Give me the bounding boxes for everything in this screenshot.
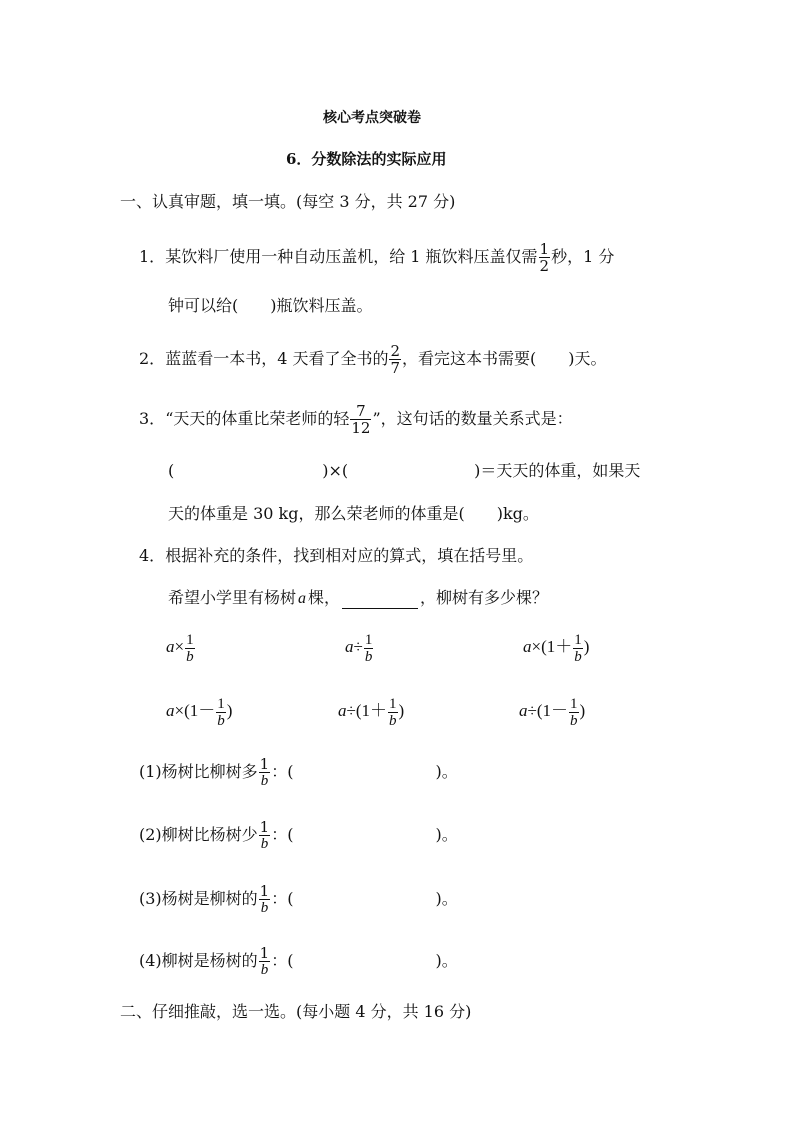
- variable-a: a: [519, 701, 528, 720]
- fraction-denominator: b: [389, 712, 397, 729]
- variable-a: a: [345, 637, 354, 656]
- fraction-numerator: 1: [570, 695, 578, 712]
- question-text: ，看完这本书需要(: [402, 349, 537, 368]
- fraction-denominator: b: [260, 773, 269, 789]
- question-text: ：(: [271, 951, 294, 970]
- question-4: [139, 546, 533, 566]
- question-text: 秒，1 分: [551, 247, 615, 266]
- fraction: [539, 241, 551, 274]
- question-text: )。: [435, 825, 458, 844]
- fraction-denominator: b: [217, 712, 225, 729]
- fraction-numerator: 2: [390, 342, 401, 360]
- fraction: [185, 632, 195, 665]
- section-1-heading: 一、认真审题，填一填。(每空 3 分，共 27 分): [120, 192, 456, 211]
- question-text: ，柳树有多少棵？: [420, 588, 549, 607]
- fraction-numerator: 1: [364, 631, 373, 648]
- fraction-numerator: 1: [259, 944, 270, 962]
- question-text: 钟可以给(: [168, 296, 239, 315]
- fraction: [350, 403, 371, 436]
- option-expression-1: [166, 630, 196, 665]
- operator: ×(1＋: [531, 637, 573, 656]
- question-text: 蓝蓝看一本书，4 天看了全书的: [165, 349, 389, 368]
- question-1-line-2: [168, 296, 373, 316]
- question-text: )瓶饮料压盖。: [270, 296, 373, 315]
- operator: ÷: [353, 637, 363, 656]
- question-2: [139, 342, 607, 376]
- fraction-denominator: b: [186, 648, 194, 665]
- page-title: 核心考点突破卷: [323, 110, 421, 126]
- fraction-numerator: 1: [259, 882, 270, 900]
- question-text: 棵，: [308, 588, 341, 607]
- fraction-denominator: b: [260, 836, 269, 852]
- question-text: ：(: [271, 825, 294, 844]
- sub-question-label: (1)杨树比柳树多: [139, 762, 258, 781]
- fraction: [259, 819, 271, 852]
- fraction-denominator: b: [260, 962, 269, 978]
- fraction-numerator: 1: [259, 755, 270, 773]
- sub-question-2: [139, 818, 458, 852]
- fraction-denominator: b: [574, 648, 582, 665]
- question-text: 某饮料厂使用一种自动压盖机，给 1 瓶饮料压盖仅需: [165, 247, 538, 266]
- sub-question-1: [139, 755, 458, 789]
- fraction-numerator: 1: [217, 695, 225, 712]
- fraction: [573, 632, 583, 665]
- fraction-numerator: 1: [539, 240, 550, 258]
- fraction-denominator: b: [364, 648, 373, 665]
- option-expression-3: [523, 630, 589, 665]
- fraction-denominator: 7: [390, 359, 401, 377]
- question-text: )×(: [322, 461, 349, 480]
- option-expression-4: [166, 694, 232, 729]
- question-text: )＝天天的体重，如果天: [474, 461, 641, 480]
- question-text: ”，这句话的数量关系式是：: [372, 409, 573, 428]
- operator: ÷(1＋: [346, 701, 387, 720]
- operator: ×(1－: [174, 701, 216, 720]
- sub-question-label: (2)柳树比杨树少: [139, 825, 258, 844]
- page-subtitle: 6．分数除法的实际应用: [286, 150, 447, 168]
- question-text: 根据补充的条件，找到相对应的算式，填在括号里。: [165, 546, 534, 565]
- fraction-denominator: 12: [351, 419, 371, 437]
- question-number: 2．: [139, 349, 166, 368]
- fraction: [364, 632, 374, 665]
- fraction: [216, 696, 226, 729]
- fraction: [389, 343, 401, 376]
- question-1: [139, 240, 614, 274]
- question-text: ：(: [271, 762, 294, 781]
- close-paren: ): [226, 701, 233, 720]
- fraction: [569, 696, 579, 729]
- fraction: [388, 696, 398, 729]
- question-text: 天的体重是 30 kg，那么荣老师的体重是(: [168, 504, 465, 523]
- fraction-numerator: 1: [186, 631, 194, 648]
- question-text: )天。: [568, 349, 607, 368]
- question-text: ：(: [271, 889, 294, 908]
- fraction: [259, 883, 271, 916]
- fraction: [259, 945, 271, 978]
- fraction-numerator: 7: [350, 403, 371, 420]
- fraction-denominator: b: [570, 712, 578, 729]
- close-paren: ): [579, 701, 586, 720]
- fraction-numerator: 1: [259, 818, 270, 836]
- question-text: 希望小学里有杨树: [168, 588, 297, 607]
- option-expression-2: [345, 630, 374, 665]
- sub-question-label: (4)柳树是杨树的: [139, 951, 258, 970]
- question-number: 3．: [139, 409, 166, 428]
- question-4-condition: [168, 588, 548, 609]
- fraction-numerator: 1: [389, 695, 397, 712]
- question-text: )。: [435, 951, 458, 970]
- fraction-denominator: 2: [539, 257, 550, 275]
- operator: ÷(1－: [527, 701, 568, 720]
- fraction: [259, 756, 271, 789]
- variable-a: a: [298, 590, 307, 607]
- question-3: [139, 402, 573, 436]
- fraction-numerator: 1: [574, 631, 582, 648]
- condition-blank[interactable]: [342, 594, 418, 609]
- question-text: (: [168, 461, 175, 480]
- question-text: )。: [435, 889, 458, 908]
- variable-a: a: [166, 701, 175, 720]
- variable-a: a: [338, 701, 347, 720]
- sub-question-label: (3)杨树是柳树的: [139, 889, 258, 908]
- sub-question-4: [139, 944, 458, 978]
- question-text: )kg。: [496, 504, 539, 523]
- question-3-line-2: [168, 461, 640, 481]
- question-number: 1．: [139, 247, 166, 266]
- option-expression-5: [338, 694, 404, 729]
- option-expression-6: [519, 694, 585, 729]
- question-text: )。: [435, 762, 458, 781]
- close-paren: ): [583, 637, 590, 656]
- question-3-line-3: [168, 504, 539, 524]
- section-2-heading: 二、仔细推敲，选一选。(每小题 4 分，共 16 分): [120, 1002, 472, 1021]
- fraction-denominator: b: [260, 900, 269, 916]
- operator: ×: [174, 637, 185, 656]
- sub-question-3: [139, 882, 458, 916]
- close-paren: ): [398, 701, 405, 720]
- question-number: 4．: [139, 546, 166, 565]
- question-text: “天天的体重比荣老师的轻: [165, 409, 350, 428]
- variable-a: a: [166, 637, 175, 656]
- variable-a: a: [523, 637, 532, 656]
